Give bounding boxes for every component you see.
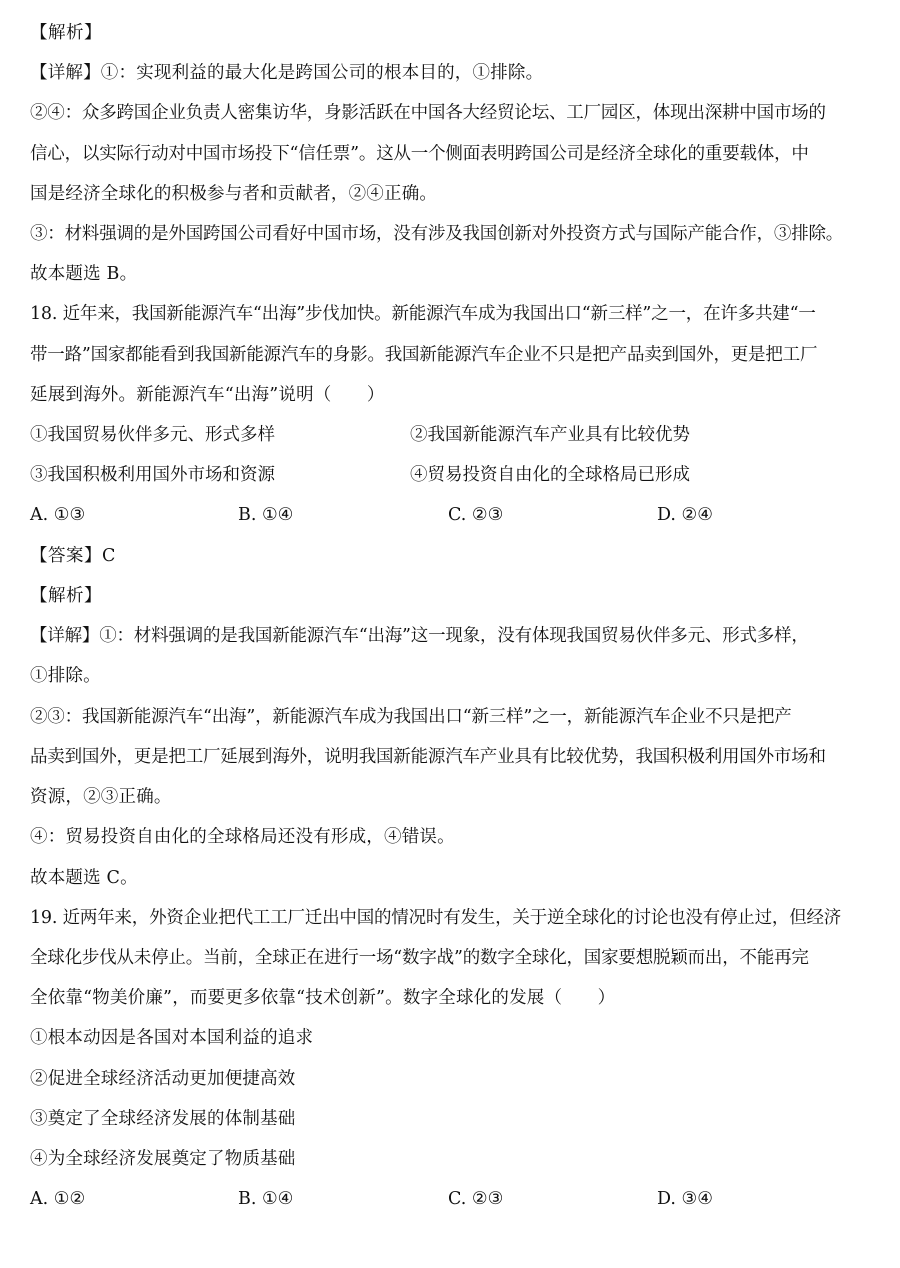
q18-option-b: B. ①④ [238, 505, 294, 525]
q18-detail-line: 品卖到国外，更是把工厂延展到海外，说明我国新能源汽车产业具有比较优势，我国积极利用国外市场和 [30, 747, 826, 767]
q18-detail-line: ②③：我国新能源汽车“出海”，新能源汽车成为我国出口“新三样”之一，新能源汽车企业不只是把产 [30, 707, 792, 727]
q18-statement-4: ④贸易投资自由化的全球格局已形成 [410, 465, 690, 485]
q17-analysis-heading: 【解析】 [30, 23, 102, 43]
q18-stem-line: 18. 近年来，我国新能源汽车“出海”步伐加快。新能源汽车成为我国出口“新三样”之一，在许多共建“一 [30, 304, 816, 324]
q18-analysis-heading: 【解析】 [30, 586, 102, 606]
q19-stem-line: 全球化步伐从未停止。当前，全球正在进行一场“数字战”的数字全球化，国家要想脱颖而出，不能再完 [30, 948, 809, 968]
q19-statement-1: ①根本动因是各国对本国利益的追求 [30, 1028, 314, 1048]
q18-detail-line: 【详解】①：材料强调的是我国新能源汽车“出海”这一现象，没有体现我国贸易伙伴多元、形式多样， [30, 626, 809, 646]
q18-stem-line: 延展到海外。新能源汽车“出海”说明（ ） [30, 385, 385, 405]
q19-statement-2: ②促进全球经济活动更加便捷高效 [30, 1069, 296, 1089]
q19-statement-4: ④为全球经济发展奠定了物质基础 [30, 1149, 296, 1169]
q18-statement-1: ①我国贸易伙伴多元、形式多样 [30, 425, 275, 445]
q17-detail-line: 国是经济全球化的积极参与者和贡献者，②④正确。 [30, 184, 438, 204]
q19-option-a: A. ①② [30, 1189, 86, 1209]
q19-option-d: D. ③④ [657, 1189, 713, 1209]
q18-detail-line: ④：贸易投资自由化的全球格局还没有形成，④错误。 [30, 827, 455, 847]
q18-option-d: D. ②④ [657, 505, 713, 525]
q18-option-c: C. ②③ [448, 505, 504, 525]
q18-stem-line: 带一路”国家都能看到我国新能源汽车的身影。我国新能源汽车企业不只是把产品卖到国外，更是把工厂 [30, 345, 818, 365]
q19-stem-line: 19. 近两年来，外资企业把代工工厂迁出中国的情况时有发生，关于逆全球化的讨论也没有停止过，但经济 [30, 908, 842, 928]
q18-answer: 【答案】C [30, 546, 116, 566]
q17-conclusion: 故本题选 B。 [30, 264, 138, 284]
q18-statement-2: ②我国新能源汽车产业具有比较优势 [410, 425, 690, 445]
q18-detail-line: 资源，②③正确。 [30, 787, 172, 807]
q19-stem-line: 全依靠“物美价廉”，而要更多依靠“技术创新”。数字全球化的发展（ ） [30, 988, 616, 1008]
q18-detail-line: ①排除。 [30, 666, 101, 686]
q17-detail-line: ③：材料强调的是外国跨国公司看好中国市场，没有涉及我国创新对外投资方式与国际产能合作，③排除。 [30, 224, 844, 244]
q19-option-c: C. ②③ [448, 1189, 504, 1209]
q17-detail-line: 信心，以实际行动对中国市场投下“信任票”。这从一个侧面表明跨国公司是经济全球化的重要载体，中 [30, 144, 809, 164]
q18-conclusion: 故本题选 C。 [30, 868, 138, 888]
q17-detail-line: 【详解】①：实现利益的最大化是跨国公司的根本目的，①排除。 [30, 63, 544, 83]
q18-option-a: A. ①③ [30, 505, 86, 525]
q19-statement-3: ③奠定了全球经济发展的体制基础 [30, 1109, 296, 1129]
q19-option-b: B. ①④ [238, 1189, 294, 1209]
q17-detail-line: ②④：众多跨国企业负责人密集访华，身影活跃在中国各大经贸论坛、工厂园区，体现出深耕中国市场的 [30, 103, 826, 123]
q18-statement-3: ③我国积极利用国外市场和资源 [30, 465, 275, 485]
